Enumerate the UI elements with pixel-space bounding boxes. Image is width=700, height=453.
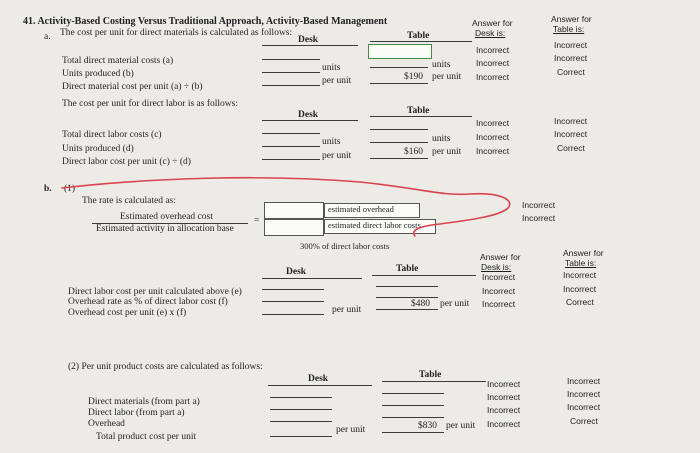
oh-row-cost-per-unit: Overhead cost per unit (e) x (f): [68, 308, 187, 318]
dm-desk-mark-2: Incorrect: [476, 58, 510, 68]
oh-col-header-desk-rule: [262, 278, 362, 279]
rate-mark-2: Incorrect: [522, 213, 556, 223]
pc-table-input-2[interactable]: [382, 405, 444, 406]
pc-desk-mark-4: Incorrect: [487, 419, 521, 429]
oh-table-mark-1: Incorrect: [563, 270, 597, 280]
pc-col-header-desk-rule: [268, 385, 372, 386]
pc-table-mark-4: Correct: [570, 416, 598, 426]
dl-row-units: Units produced (d): [62, 144, 134, 154]
answer-desk-header-line1: Answer for: [472, 18, 513, 28]
pc-table-per-unit-label: per unit: [446, 421, 476, 431]
part-a-label: a.: [44, 32, 51, 42]
oh-table-mark-3: Correct: [566, 297, 594, 307]
dm-row-total-costs: Total direct material costs (a): [62, 56, 174, 66]
oh-desk-per-unit-label: per unit: [332, 305, 362, 315]
oh-row-dl-cost: Direct labor cost per unit calculated above (e): [68, 287, 242, 297]
dm-table-units-label: units: [432, 60, 451, 70]
oh-desk-mark-2: Incorrect: [482, 286, 516, 296]
dm-table-mark-3: Correct: [557, 67, 585, 77]
pc-table-mark-2: Incorrect: [567, 389, 601, 399]
dm-desk-units-label: units: [322, 63, 341, 73]
oh-desk-input-3[interactable]: [262, 314, 324, 315]
dl-desk-mark-2: Incorrect: [476, 132, 510, 142]
dl-table-per-unit-label: per unit: [432, 147, 462, 157]
dl-desk-mark-1: Incorrect: [476, 118, 510, 128]
oh-answer-desk-header-line1: Answer for: [480, 252, 521, 262]
oh-desk-mark-3: Incorrect: [482, 299, 516, 309]
pc-col-header-desk: Desk: [308, 374, 329, 384]
dm-desk-per-unit-label: per unit: [322, 76, 352, 86]
question-title: 41. Activity-Based Costing Versus Traditional Approach, Activity-Based Management: [23, 16, 388, 27]
dm-table-mark-1: Incorrect: [554, 40, 588, 50]
pc-row-direct-materials: Direct materials (from part a): [88, 397, 200, 407]
oh-row-rate: Overhead rate as % of direct labor cost (f): [68, 297, 228, 307]
pc-desk-mark-3: Incorrect: [487, 405, 521, 415]
rate-mark-1: Incorrect: [522, 200, 556, 210]
dm-table-value: $190: [404, 72, 423, 82]
dl-table-mark-3: Correct: [557, 143, 585, 153]
pc-table-input-3[interactable]: [382, 417, 444, 418]
oh-col-header-desk: Desk: [286, 267, 307, 277]
oh-desk-mark-1: Incorrect: [482, 272, 516, 282]
rate-numerator-label: Estimated overhead cost: [120, 212, 213, 222]
oh-table-value: $480: [411, 299, 430, 309]
dl-col-header-desk: Desk: [298, 110, 319, 120]
dl-desk-mark-3: Incorrect: [476, 146, 510, 156]
pc-row-overhead: Overhead: [88, 419, 125, 429]
part-b2-label: (2) Per unit product costs are calculated as follows:: [68, 362, 263, 372]
rate-numerator-value: estimated overhead: [328, 204, 394, 214]
rate-denominator-value: estimated direct labor costs: [328, 220, 421, 230]
pc-desk-mark-2: Incorrect: [487, 392, 521, 402]
rate-intro: The rate is calculated as:: [82, 196, 176, 206]
pc-table-mark-3: Incorrect: [567, 402, 601, 412]
oh-desk-input-2[interactable]: [262, 301, 324, 302]
dm-table-mark-2: Incorrect: [554, 53, 588, 63]
pc-desk-input-1[interactable]: [270, 397, 332, 398]
oh-answer-desk-header-line2: Desk is:: [481, 262, 512, 272]
pc-table-mark-1: Incorrect: [567, 376, 601, 386]
dm-row-units: Units produced (b): [62, 69, 134, 79]
pc-table-input-1[interactable]: [382, 393, 444, 394]
oh-table-input-1[interactable]: [376, 286, 438, 287]
part-b-label: b.: [44, 184, 52, 194]
pc-col-header-table-rule: [382, 381, 486, 382]
dl-col-header-table: Table: [407, 106, 430, 116]
pc-desk-input-2[interactable]: [270, 409, 332, 410]
oh-table-input-3[interactable]: [376, 309, 438, 310]
dm-table-per-unit-label: per unit: [432, 72, 462, 82]
answer-table-header-line1: Answer for: [551, 14, 592, 24]
pc-col-header-table: Table: [419, 370, 442, 380]
dl-table-mark-2: Incorrect: [554, 129, 588, 139]
oh-table-per-unit-label: per unit: [440, 299, 470, 309]
part-a-text: The cost per unit for direct materials is calculated as follows:: [60, 28, 293, 38]
answer-table-header-line2: Table is:: [553, 24, 585, 34]
dm-desk-mark-3: Incorrect: [476, 72, 510, 82]
dl-row-cost-per-unit: Direct labor cost per unit (c) ÷ (d): [62, 157, 191, 167]
pc-row-direct-labor: Direct labor (from part a): [88, 408, 185, 418]
rate-equals-sign: =: [254, 216, 260, 226]
dl-table-units-label: units: [432, 134, 451, 144]
oh-answer-table-header-line1: Answer for: [563, 248, 604, 258]
oh-desk-input-1[interactable]: [262, 289, 324, 290]
rate-result-value: 300%: [300, 241, 320, 251]
pc-row-total: Total product cost per unit: [96, 432, 197, 442]
oh-col-header-table-rule: [372, 275, 476, 276]
dl-desk-per-unit-label: per unit: [322, 151, 352, 161]
rate-denominator-label: Estimated activity in allocation base: [96, 224, 234, 234]
rate-result-text: of direct labor costs: [322, 241, 390, 251]
pc-table-value: $830: [418, 421, 437, 431]
pc-desk-input-4[interactable]: [270, 436, 332, 437]
pc-table-input-4[interactable]: [382, 432, 444, 433]
col-header-desk: Desk: [298, 35, 319, 45]
dl-table-mark-1: Incorrect: [554, 116, 588, 126]
pc-desk-input-3[interactable]: [270, 421, 332, 422]
dl-row-total-costs: Total direct labor costs (c): [62, 130, 162, 140]
pc-desk-per-unit-label: per unit: [336, 425, 366, 435]
dm-row-cost-per-unit: Direct material cost per unit (a) ÷ (b): [62, 82, 203, 92]
oh-table-mark-2: Incorrect: [563, 284, 597, 294]
col-header-table: Table: [407, 31, 430, 41]
oh-answer-table-header-line2: Table is:: [565, 258, 597, 268]
dl-desk-units-label: units: [322, 137, 341, 147]
dm-desk-mark-1: Incorrect: [476, 45, 510, 55]
dl-table-value: $160: [404, 147, 423, 157]
dl-intro: The cost per unit for direct labor is as follows:: [62, 99, 238, 109]
oh-col-header-table: Table: [396, 264, 419, 274]
oh-table-input-2[interactable]: [376, 297, 438, 298]
part-b1-label: (1): [64, 184, 76, 194]
pc-desk-mark-1: Incorrect: [487, 379, 521, 389]
answer-desk-header-line2: Desk is:: [475, 28, 506, 38]
